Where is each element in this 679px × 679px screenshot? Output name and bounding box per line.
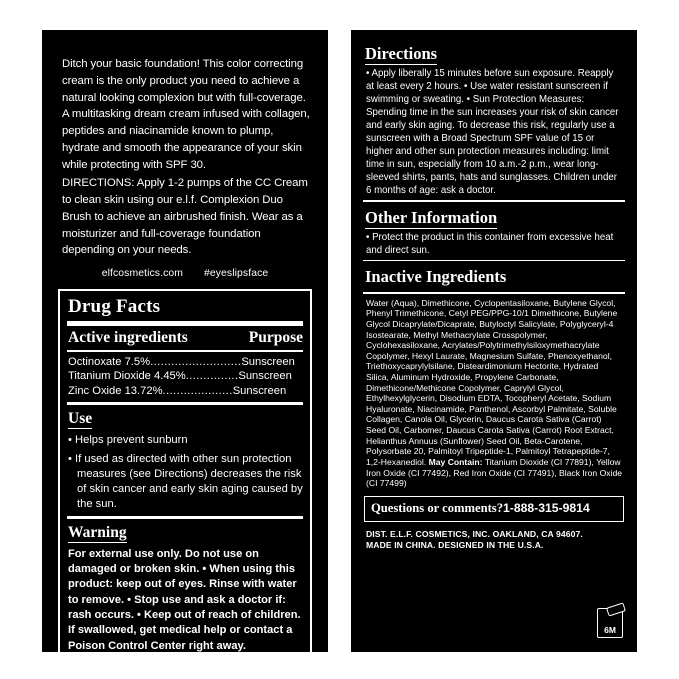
directions-text: • Apply liberally 15 minutes before sun exposure. Reapply at least every 2 hours. • Use water resistant sunscreen if swimming or sweating. • Sun Protection Measures: Spending time in the sun increases your risk of skin cancer and early skin aging. To decrease this risk, regularly use a sunscreen with a Broad Spectrum SPF value of 15 or higher and other sun protection measures including: limit time in sun, especially from 10 a.m.-2 p.m., wear long-sleeved shirts, pants, hats and sunglasses. Children under 6 months of age: ask a doctor. xyxy=(366,68,619,196)
drug-facts-title: Drug Facts xyxy=(68,296,161,318)
divider-med-2 xyxy=(67,516,303,519)
pao-lid-shape xyxy=(606,602,626,616)
other-information-text: • Protect the product in this container from excessive heat and direct sun. xyxy=(366,231,614,256)
divider-right-1 xyxy=(363,200,625,202)
period-after-opening-icon xyxy=(597,608,623,638)
inactive-ingredients-heading: Inactive Ingredients xyxy=(365,267,507,287)
pao-label: 6M xyxy=(604,625,616,635)
divider-med-1 xyxy=(67,402,303,405)
questions-box xyxy=(364,496,624,522)
inactive-ingredients-body: Water (Aqua), Dimethicone, Cyclopentasiloxane, Butylene Glycol, Phenyl Trimethicone, Cetyl PEG/PPG-10/1 Dimethicone, Butylene Glycol Dicaprylate/Dicaprate, Butyloctyl Salicylate, Polyglyceryl-4 Isostearate, Methyl Methacrylate Crosspolymer, Cyclohexasiloxane, Acrylates/Polytrimethylsiloxymethacrylate Copolymer, Hexyl Laurate, Magnesium Sulfate, Phenoxyethanol, Triethoxycaprylylsilane, Disteardimonium Hectorite, Hydrated Silica, Aluminum Hydroxide, Propylene Carbonate, Dimethicone/Methicone Copolymer, Caprylyl Glycol, Ethylhexylglycerin, Disodium EDTA, Tocopheryl Acetate, Sodium Hyaluronate, Niacinamide, Panthenol, Ascorbyl Palmitate, Soluble Collagen, Canola Oil, Glycerin, Daucus Carota Sativa (Carrot) Seed Oil, Carbomer, Daucus Carota Sativa (Carrot) Root Extract, Helianthus Annuus (Sunflower) Seed Oil, Beta-Carotene, Polysorbate 20, Palmitoyl Tripeptide-1, Palmitoyl Tetrapeptide-7, 1,2-Hexanediol. xyxy=(366,297,618,467)
divider-right-2 xyxy=(363,260,625,262)
dot-leader: .................... xyxy=(162,385,233,398)
drug-facts-box xyxy=(58,289,312,664)
ingredient-purpose: Sunscreen xyxy=(241,355,295,368)
use-heading: Use xyxy=(68,409,93,427)
address-line-2: MADE IN CHINA. DESIGNED IN THE U.S.A. xyxy=(366,540,544,551)
inactive-ingredients-text xyxy=(366,298,623,489)
left-label-panel xyxy=(42,30,328,652)
marketing-paragraph-1: Ditch your basic foundation! This color correcting cream is the only product you need to achieve a natural looking complexion but with full-coverage. A multitasking dream cream infused with collagen, peptides and niacinamide known to plump, hydrate and smooth the appearance of your skin while protecting with SPF 30. xyxy=(62,58,310,171)
use-item: • If used as directed with other sun protection measures (see Directions) decreases the risk of skin cancer and early skin aging caused by the sun. xyxy=(68,452,303,511)
divider-thin-1 xyxy=(67,350,303,352)
questions-phone[interactable]: 1-888-315-9814 xyxy=(503,500,590,515)
divider-thick xyxy=(67,321,303,326)
may-contain-text: Titanium Dioxide (CI 77891), Yellow Iron Oxide (CI 77492), Red Iron Oxide (CI 77491), Black Iron Oxide (CI 77499) xyxy=(366,456,623,489)
active-ingredients-label: Active ingredients xyxy=(68,329,188,347)
dot-leader: .......................... xyxy=(150,355,242,368)
warning-heading: Warning xyxy=(68,523,127,541)
dot-leader: ............... xyxy=(185,370,239,383)
warning-text: For external use only. Do not use on damaged or broken skin. • When using this product: keep out of eyes. Rinse with water to remove. • Stop use and ask a doctor if: rash occurs. • Keep out of reach of children. If swallowed, get medical help or contact a Poison Control Center right away. xyxy=(68,547,301,652)
social-line xyxy=(56,268,314,279)
website-url[interactable]: elfcosmetics.com xyxy=(101,268,183,280)
may-contain-label: May Contain: xyxy=(428,456,483,467)
marketing-paragraph-2: DIRECTIONS: Apply 1-2 pumps of the CC Cream to clean skin using our e.l.f. Complexion Duo Brush to achieve an airbrushed finish. Wear as a moisturizer and full-coverage foundation depending on your needs. xyxy=(62,177,308,257)
use-item: • Helps prevent sunburn xyxy=(68,433,188,446)
address-line-1: DIST. E.L.F. COSMETICS, INC. OAKLAND, CA 94607. xyxy=(366,528,583,539)
ingredient-name: Octinoxate 7.5% xyxy=(68,355,151,368)
marketing-copy xyxy=(62,56,310,259)
active-ingredient-row xyxy=(68,384,303,399)
hashtag-handle[interactable]: #eyeslipsface xyxy=(204,268,269,280)
company-address xyxy=(366,529,625,552)
active-ingredient-row xyxy=(68,369,303,384)
ingredient-name: Zinc Oxide 13.72% xyxy=(68,385,163,398)
divider-right-3 xyxy=(363,292,625,294)
active-ingredient-row xyxy=(68,355,303,370)
ingredient-name: Titanium Dioxide 4.45% xyxy=(68,370,186,383)
questions-label: Questions or comments? xyxy=(371,500,503,515)
purpose-label: Purpose xyxy=(248,329,303,347)
right-label-panel xyxy=(351,30,637,652)
ingredient-purpose: Sunscreen xyxy=(232,385,287,398)
directions-heading: Directions xyxy=(365,44,438,63)
ingredient-purpose: Sunscreen xyxy=(238,370,292,383)
use-list xyxy=(68,433,303,513)
active-ingredients-header xyxy=(68,329,303,347)
other-information-heading: Other Information xyxy=(365,207,498,227)
